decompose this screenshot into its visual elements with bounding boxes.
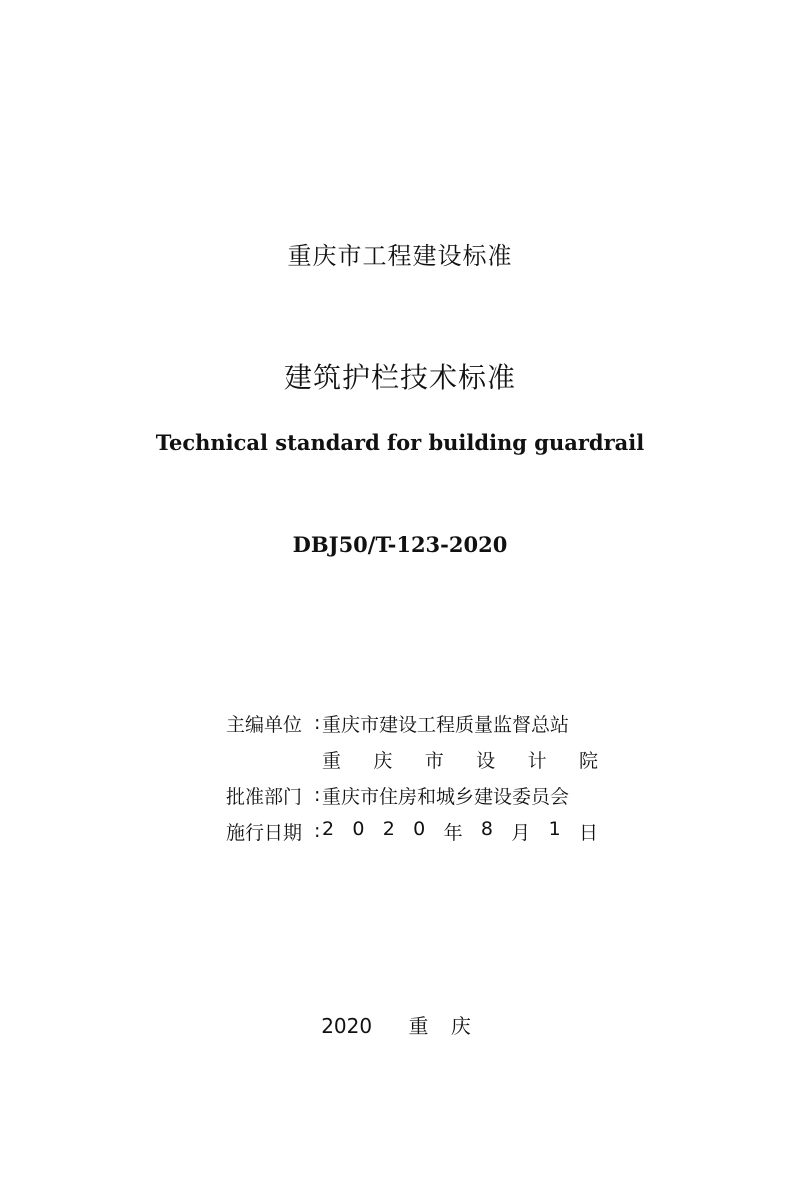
publication-city (400, 1014, 478, 1038)
city-char: 重 (408, 1014, 429, 1038)
date-value (322, 818, 598, 845)
date-char: 2 (322, 817, 335, 840)
title-english: Technical standard for building guardrail (155, 430, 645, 455)
editor-secondary-row (226, 741, 606, 777)
date-char: 0 (413, 817, 426, 840)
publication-year: 2020 (321, 1014, 373, 1038)
approver-label: 批准部门 (226, 785, 303, 808)
editor-secondary-char: 计 (527, 749, 547, 772)
editor-label: 主编单位 (226, 713, 303, 736)
standard-code: DBJ50/T-123-2020 (292, 532, 508, 557)
approver-colon: : (314, 784, 321, 806)
date-char: 1 (548, 817, 561, 840)
editor-row (226, 705, 606, 741)
date-char: 日 (578, 821, 598, 844)
standard-series: 重庆市工程建设标准 (287, 242, 513, 270)
editor-secondary-char: 设 (476, 749, 496, 772)
editor-secondary-char: 市 (424, 749, 444, 772)
date-colon: : (314, 820, 321, 842)
editor-secondary (322, 746, 598, 773)
title-chinese: 建筑护栏技术标准 (283, 361, 516, 394)
date-char: 月 (511, 821, 531, 844)
editor-colon: : (314, 712, 321, 734)
approver-row (226, 777, 606, 813)
editor-primary: 重庆市建设工程质量监督总站 (322, 713, 570, 736)
date-char: 0 (352, 817, 365, 840)
date-label: 施行日期 (226, 821, 303, 844)
date-row (226, 813, 606, 849)
date-char: 2 (382, 817, 395, 840)
city-char: 庆 (450, 1014, 471, 1038)
editor-secondary-char: 庆 (373, 749, 393, 772)
publication-footer (0, 1010, 800, 1039)
date-char: 年 (443, 821, 463, 844)
info-block (226, 705, 606, 849)
editor-secondary-char: 院 (578, 749, 598, 772)
editor-secondary-char: 重 (322, 749, 342, 772)
date-char: 8 (480, 817, 493, 840)
approver-value: 重庆市住房和城乡建设委员会 (322, 785, 570, 808)
